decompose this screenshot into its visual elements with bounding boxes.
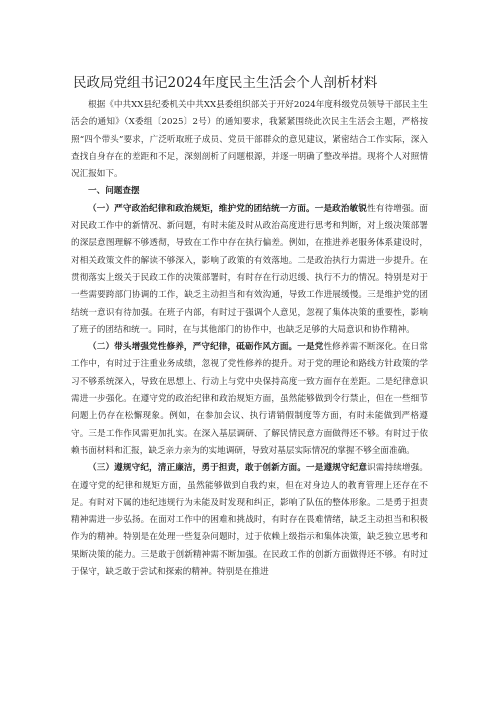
- paragraph-text: 识需持续增强。在遵守党的纪律和规矩方面，虽然能够做到自我约束，但在对身边人的教育管理上还存在不足。有时对下属的违纪违规行为未能及时发现和纠正，影响了队伍的整体形象。二是勇于担责精神需进一步弘扬。在面对工作中的困难和挑战时，有时存在畏难情绪，缺乏主动担当和积极作为的精神。特别是在处理一些复杂问题时，过于依赖上级指示和集体决策，缺乏独立思考和果断决策的能力。三是敢于创新精神需不断加强。在民政工作的创新方面做得还不够。有时过于保守，缺乏敢于尝试和探索的精神。特别是在推进: [71, 463, 428, 578]
- paragraph-discipline-innovation: [71, 460, 428, 581]
- point-lead-party-spirit: 一是党: [297, 342, 324, 353]
- paragraph-text: 性有待增强。面对民政工作中的新情况、新问题，有时未能及时从政治高度进行思考和判断，对上级决策部署的深层意图理解不够透彻，导致在工作中存在执行偏差。例如，在推进养老服务体系建设时，对相关政策文件的解读不够深入，影响了政策的有效落地。二是政治执行力需进一步提升。在贯彻落实上级关于民政工作的决策部署时，有时存在行动迟缓、执行不力的情况。特别是对于一些需要跨部门协调的工作，缺乏主动担当和有效沟通，导致工作进展缓慢。三是维护党的团结统一意识有待加强。在班子内部，有时过于强调个人意见，忽视了集体决策的重要性，影响了班子的团结和统一。同时，在与其他部门的协作中，也缺乏足够的大局意识和协作精神。: [71, 203, 428, 335]
- subheading-party-spirit: （二）带头增强党性修养，严守纪律，砥砺作风方面。: [88, 342, 298, 353]
- paragraph-party-spirit: [71, 339, 428, 460]
- paragraph-political-discipline: [71, 201, 428, 339]
- document-body: [71, 97, 428, 581]
- paragraph-text: 性修养需不断深化。在日常工作中，有时过于注重业务成绩，忽视了党性修养的提升。对于党的理论和路线方针政策的学习不够系统深入，导致在思想上、行动上与党中央保持高度一致方面存在差距。二是纪律意识需进一步强化。在遵守党的政治纪律和政治规矩方面，虽然能够做到令行禁止，但在一些细节问题上仍存在松懈现象。例如，在参加会议、执行请销假制度等方面，有时未能做到严格遵守。三是工作作风需更加扎实。在深入基层调研、了解民情民意方面做得还不够。有时过于依赖书面材料和汇报，缺乏亲力亲为的实地调研，导致对基层实际情况的掌握不够全面准确。: [71, 342, 428, 456]
- subheading-discipline-innovation: （三）遵规守纪，清正廉洁，勇于担责，敢于创新方面。: [88, 463, 307, 474]
- subheading-political-discipline: （一）严守政治纪律和政治规矩，维护党的团结统一方面。: [88, 203, 315, 214]
- document-title: 民政局党组书记2024年度民主生活会个人剖析材料: [73, 75, 378, 91]
- section-heading-problems: 一、问题查摆: [88, 186, 140, 197]
- point-lead-political-sensitivity: 一是政治敏锐: [314, 203, 368, 214]
- point-lead-discipline: 一是遵规守纪意: [306, 463, 368, 474]
- intro-paragraph: 根据《中共XX县纪委机关中共XX县委组织部关于开好2024年度科级党员领导干部民主生活会的通知》（X委组〔2025〕2号）的通知要求，我紧紧围绕此次民主生活会主题，严格按照“四个带头”要求，广泛听取班子成员、党员干部群众的意见建议，紧密结合工作实际，深入查找自身存在的差距和不足，深刻剖析了问题根源，并逐一明确了整改举措。现将个人对照情况汇报如下。: [71, 100, 428, 180]
